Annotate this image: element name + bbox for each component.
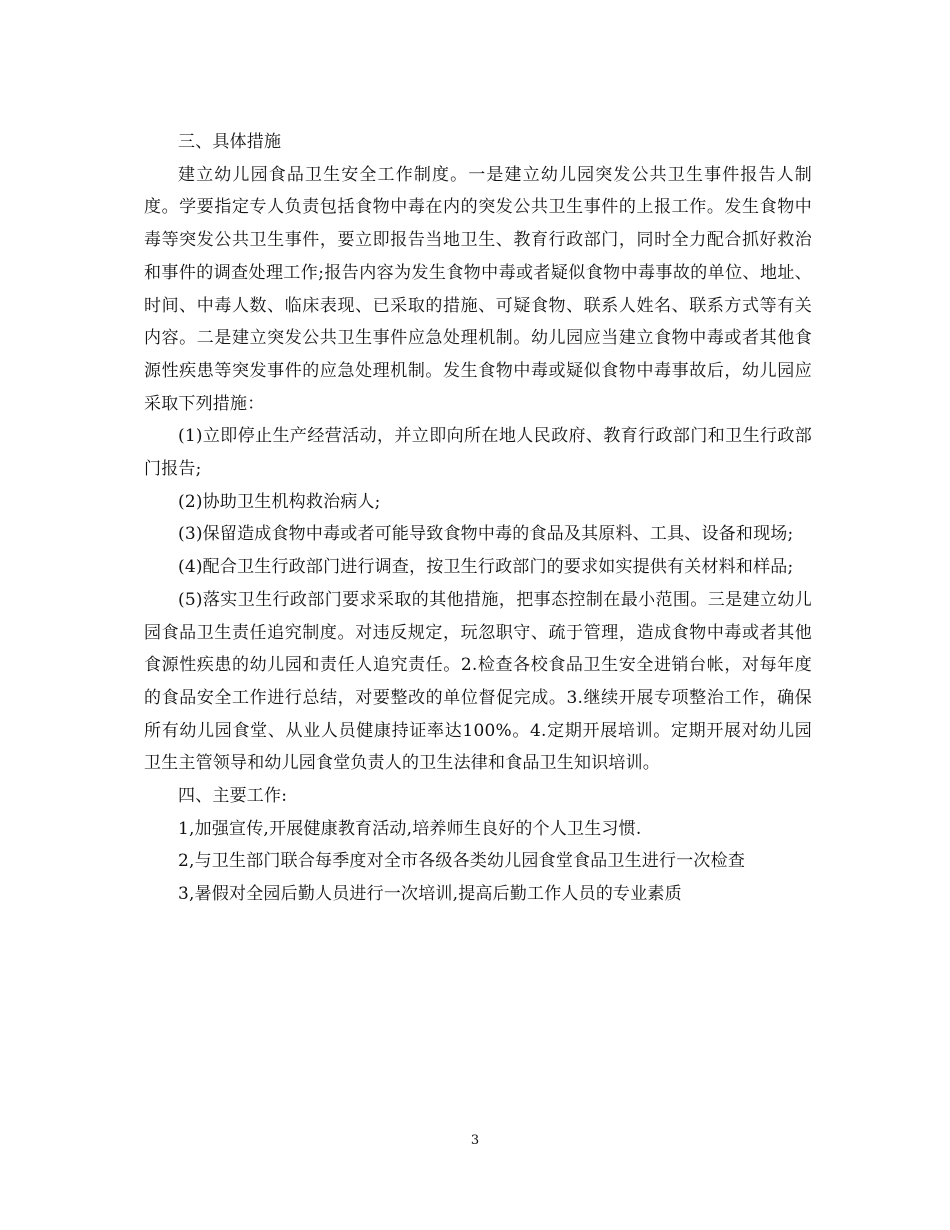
section-heading-main-work: 四、主要工作: [178, 786, 288, 807]
main-work-item-3: 3,暑假对全园后勤人员进行一次培训,提高后勤工作人员的专业素质 [178, 884, 682, 905]
measure-item-4: (4)配合卫生行政部门进行调查，按卫生行政部门的要求如实提供有关材料和样品; [178, 557, 794, 578]
document-body [144, 126, 812, 911]
main-work-item-1: 1,加强宣传,开展健康教育活动,培养师生良好的个人卫生习惯. [178, 818, 642, 839]
paragraph-food-safety-system: 建立幼儿园食品卫生安全工作制度。一是建立幼儿园突发公共卫生事件报告人制度。学要指定专人负责包括食物中毒在内的突发公共卫生事件的上报工作。发生食物中毒等突发公共卫生事件，要立即报告当地卫生、教育行政部门，同时全力配合抓好救治和事件的调查处理工作;报告内容为发生食物中毒或者疑似食物中毒事故的单位、地址、时间、中毒人数、临床表现、已采取的措施、可疑食物、联系人姓名、联系方式等有关内容。二是建立突发公共卫生事件应急处理机制。幼儿园应当建立食物中毒或者其他食源性疾患等突发事件的应急处理机制。发生食物中毒或疑似食物中毒事故后，幼儿园应采取下列措施： [144, 164, 812, 414]
measure-item-3: (3)保留造成食物中毒或者可能导致食物中毒的食品及其原料、工具、设备和现场; [178, 524, 794, 545]
measure-item-5: (5)落实卫生行政部门要求采取的其他措施，把事态控制在最小范围。三是建立幼儿园食品卫生责任追究制度。对违反规定，玩忽职守、疏于管理，造成食物中毒或者其他食源性疾患的幼儿园和责任人追究责任。2.检查各校食品卫生安全进销台帐，对每年度的食品安全工作进行总结，对要整改的单位督促完成。3.继续开展专项整治工作，确保所有幼儿园食堂、从业人员健康持证率达100%。4.定期开展培训。定期开展对幼儿园卫生主管领导和幼儿园食堂负责人的卫生法律和食品卫生知识培训。 [144, 589, 812, 774]
main-work-item-2: 2,与卫生部门联合每季度对全市各级各类幼儿园食堂食品卫生进行一次检查 [178, 851, 746, 872]
measure-item-1: (1)立即停止生产经营活动，并立即向所在地人民政府、教育行政部门和卫生行政部门报告; [144, 426, 812, 480]
page-number: 3 [470, 1133, 480, 1148]
measure-item-2: (2)协助卫生机构救治病人; [178, 491, 381, 512]
section-heading-measures: 三、具体措施 [178, 132, 282, 152]
